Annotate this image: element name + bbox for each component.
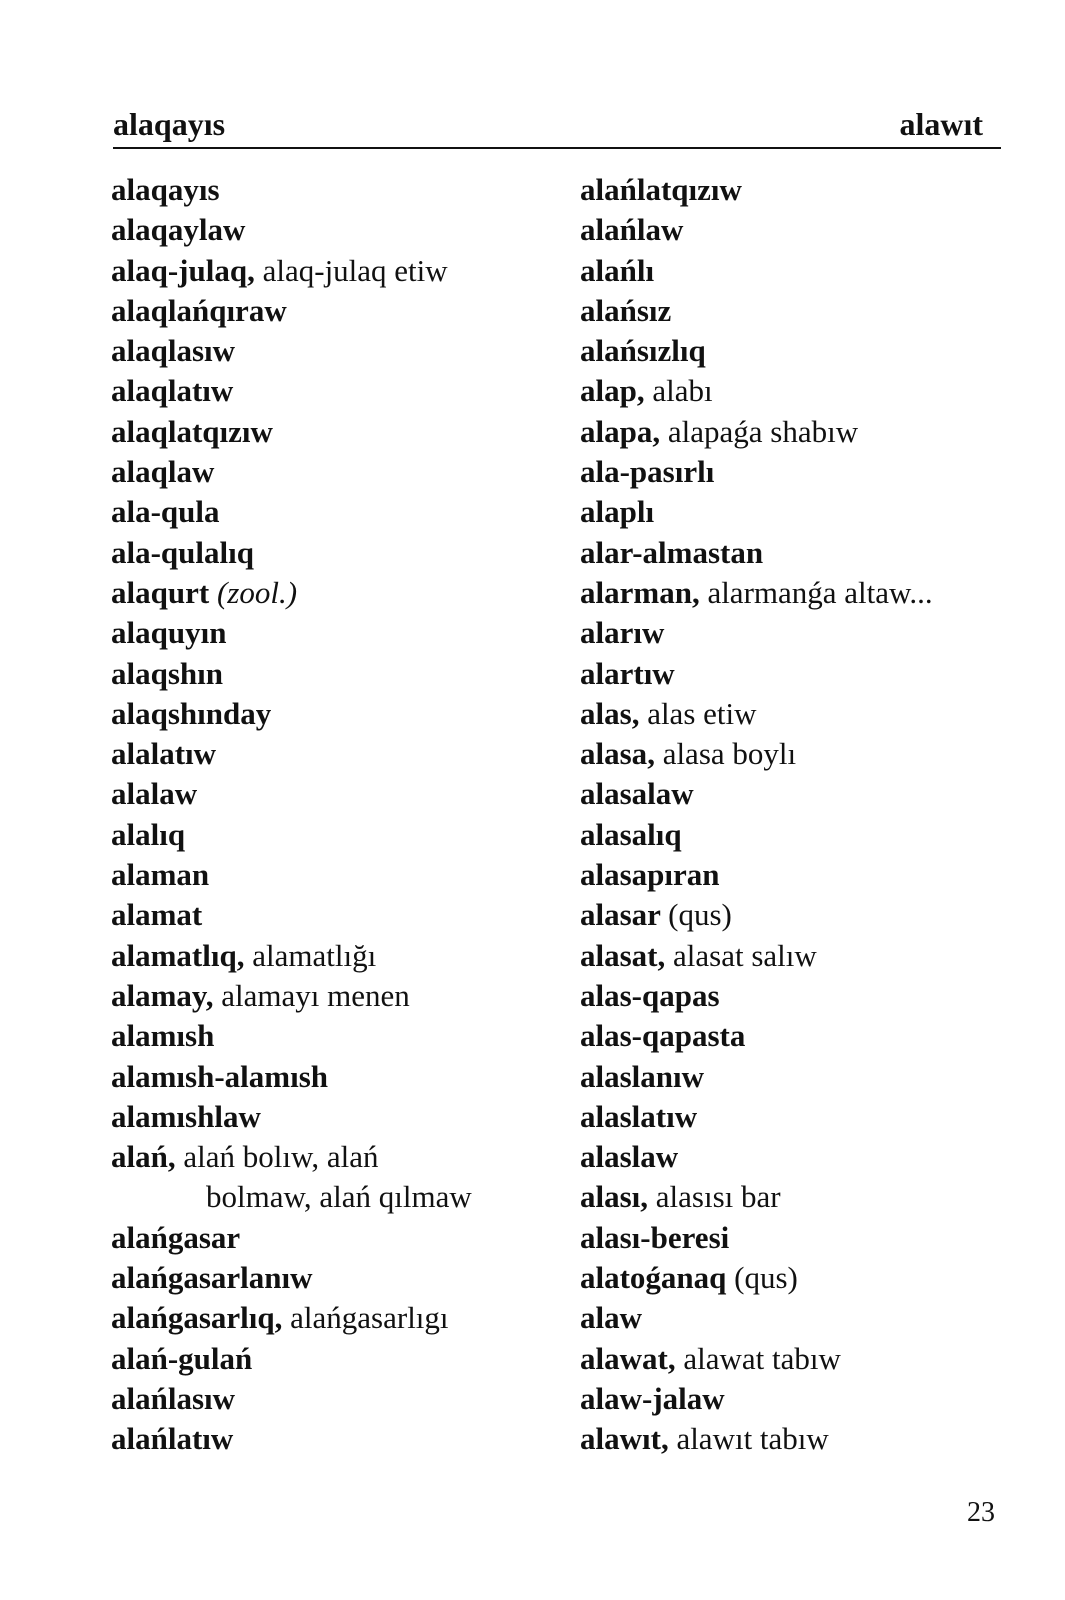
dictionary-entry [580,1057,1010,1097]
headword: alańsızlıq [580,333,706,369]
dictionary-entry [580,1258,1010,1298]
dictionary-entry [111,573,551,613]
dictionary-entry [580,533,1010,573]
separator: , [274,1300,291,1336]
dictionary-entry [111,492,551,532]
left-column [111,170,551,1460]
dictionary-entry [580,895,1010,935]
dictionary-entry [111,371,551,411]
entry-gloss: alasısı bar [655,1179,781,1215]
headword: alar-almastan [580,534,764,570]
separator: , [631,695,648,731]
dictionary-entry [580,1419,1010,1459]
right-column [580,170,1010,1460]
headword: alaslaw [580,1139,679,1175]
dictionary-entry [111,452,551,492]
dictionary-entry [111,654,551,694]
dictionary-entry [111,1298,551,1338]
dictionary-entry [111,936,551,976]
headword: alawat [580,1340,668,1376]
headword: alaplı [580,494,655,530]
headword: alaslatıw [580,1098,698,1134]
headword: alasa [580,736,648,772]
dictionary-entry [111,976,551,1016]
entry-gloss: alańgasarlıgı [290,1300,449,1336]
separator: , [636,373,653,409]
headword: alaqlaw [111,454,215,490]
entry-gloss: alas etiw [647,695,757,731]
headword: alaqlańqıraw [111,292,287,328]
headword: alań-gulań [111,1340,253,1376]
separator: , [660,1421,677,1457]
headword: alaqshın [111,655,224,691]
dictionary-entry [580,613,1010,653]
entry-gloss: alawıt tabıw [676,1421,829,1457]
entry-gloss: alabı [652,373,713,409]
dictionary-entry [580,774,1010,814]
headword: alamısh [111,1018,215,1054]
headword: alamısh-alamısh [111,1058,329,1094]
headword: alaqlasıw [111,333,236,369]
headword: alatoǵanaq [580,1260,727,1296]
dictionary-entry [111,533,551,573]
separator: , [657,937,673,973]
headword: alası-beresi [580,1219,730,1255]
separator: , [667,1340,684,1376]
headword: alaqlatqızıw [111,413,273,449]
separator [660,897,668,932]
headword: alańgasarlıq [111,1300,275,1336]
headword: alaq-julaq [111,252,248,288]
dictionary-entry [580,210,1010,250]
headword: alaman [111,857,210,893]
headword: alasat [580,937,658,973]
headword: alamay [111,977,206,1013]
dictionary-entry [111,210,551,250]
entry-gloss: (qus) [668,897,732,933]
headword: alalatıw [111,736,217,772]
separator: , [167,1139,184,1175]
dictionary-entry [580,1298,1010,1338]
dictionary-entry [111,412,551,452]
headword: alańlasıw [111,1380,236,1416]
dictionary-entry [111,331,551,371]
headword: alas-qapasta [580,1018,746,1054]
dictionary-entry [580,492,1010,532]
dictionary-entry [111,815,551,855]
headword: alaw-jalaw [580,1380,725,1416]
headword: alawıt [580,1421,661,1457]
headword: alańgasarlanıw [111,1260,313,1296]
separator: , [691,574,708,610]
dictionary-entry [111,774,551,814]
dictionary-entry [580,734,1010,774]
dictionary-entry [111,1419,551,1459]
separator: , [236,937,253,973]
dictionary-entry [580,694,1010,734]
headword: alas-qapas [580,977,720,1013]
headword: alap [580,373,637,409]
entry-gloss: alapaǵa shabıw [667,413,859,449]
dictionary-entry [580,1379,1010,1419]
header-rule [113,147,1001,149]
dictionary-entry [580,291,1010,331]
dictionary-entry [580,331,1010,371]
headword: alańsız [580,292,672,328]
dictionary-entry [580,1137,1010,1177]
headword: alalıq [111,816,186,852]
dictionary-entry [580,1339,1010,1379]
entry-gloss: alaq-julaq etiw [262,252,448,288]
dictionary-entry [580,452,1010,492]
dictionary-entry [111,1097,551,1137]
page-number: 23 [967,1497,995,1528]
headword: alańlatıw [111,1421,234,1457]
headword: alańlatqızıw [580,172,742,207]
separator: , [640,1179,656,1215]
running-header-right: alawıt [899,106,983,142]
headword: alasalaw [580,776,694,812]
dictionary-entry [111,1016,551,1056]
dictionary-entry [111,1379,551,1419]
dictionary-entry [580,371,1010,411]
headword: alańlaw [580,212,684,248]
entry-gloss: alasat salıw [673,937,817,973]
headword: alamıshlaw [111,1098,261,1134]
headword: alası [580,1179,641,1215]
dictionary-entry [111,251,551,291]
headword: alasar [580,897,661,933]
headword: ala-qula [111,494,220,530]
dictionary-entry [580,1218,1010,1258]
dictionary-entry [580,251,1010,291]
dictionary-entry [111,170,551,210]
entry-gloss: alań bolıw, alań [183,1139,379,1175]
dictionary-entry [111,734,551,774]
dictionary-entry [580,1016,1010,1056]
separator: , [647,736,663,772]
headword: alalaw [111,776,198,812]
dictionary-entry [580,855,1010,895]
headword: alaqshınday [111,695,272,731]
headword: alas [580,695,632,731]
headword: alartıw [580,655,675,691]
headword: alaqurt [111,574,210,610]
headword: alarıw [580,615,665,651]
headword: alaqaylaw [111,212,246,248]
headword: ala-qulalıq [111,534,254,570]
headword: alarman [580,574,692,610]
headword: alaqlatıw [111,373,234,409]
headword: alańgasar [111,1219,241,1255]
entry-gloss: alamayı menen [221,977,410,1013]
dictionary-entry [111,1137,551,1177]
separator: , [205,977,222,1013]
dictionary-entry [111,694,551,734]
headword: ala-pasırlı [580,454,715,490]
entry-gloss: alarmanǵa altaw... [707,574,933,610]
dictionary-entry [580,654,1010,694]
running-header-left: alaqayıs [113,106,226,142]
headword: alasapıran [580,857,720,893]
headword: alaqayıs [111,172,220,207]
headword: alaquyın [111,615,227,651]
dictionary-entry [111,1177,551,1217]
dictionary-entry [111,291,551,331]
dictionary-entry [580,573,1010,613]
dictionary-entry [580,976,1010,1016]
dictionary-entry [580,412,1010,452]
headword: alapa [580,413,653,449]
headword: alamat [111,897,203,933]
dictionary-entry [580,1177,1010,1217]
entry-gloss: alamatlığı [252,937,377,973]
dictionary-entry [580,936,1010,976]
headword: alańlı [580,252,655,288]
dictionary-entry [580,815,1010,855]
dictionary-entry [111,895,551,935]
entry-gloss: alawat tabıw [683,1340,841,1376]
headword: alaw [580,1300,642,1336]
dictionary-entry [111,1218,551,1258]
entry-gloss: (zool.) [216,574,298,610]
dictionary-entry [111,855,551,895]
headword: alamatlıq [111,937,237,973]
headword: alasalıq [580,816,682,852]
entry-gloss: bolmaw, alań qılmaw [206,1179,472,1215]
dictionary-entry [111,1339,551,1379]
dictionary-entry [111,1258,551,1298]
dictionary-entry [111,1057,551,1097]
dictionary-entry [580,1097,1010,1137]
entry-gloss: alasa boylı [662,736,797,772]
headword: alaslanıw [580,1058,705,1094]
separator [209,575,217,610]
entry-gloss: (qus) [734,1260,798,1296]
separator [726,1260,734,1295]
dictionary-entry [580,170,1010,210]
dictionary-entry [111,613,551,653]
separator: , [652,413,668,449]
headword: alań [111,1139,168,1175]
separator: , [247,252,263,288]
